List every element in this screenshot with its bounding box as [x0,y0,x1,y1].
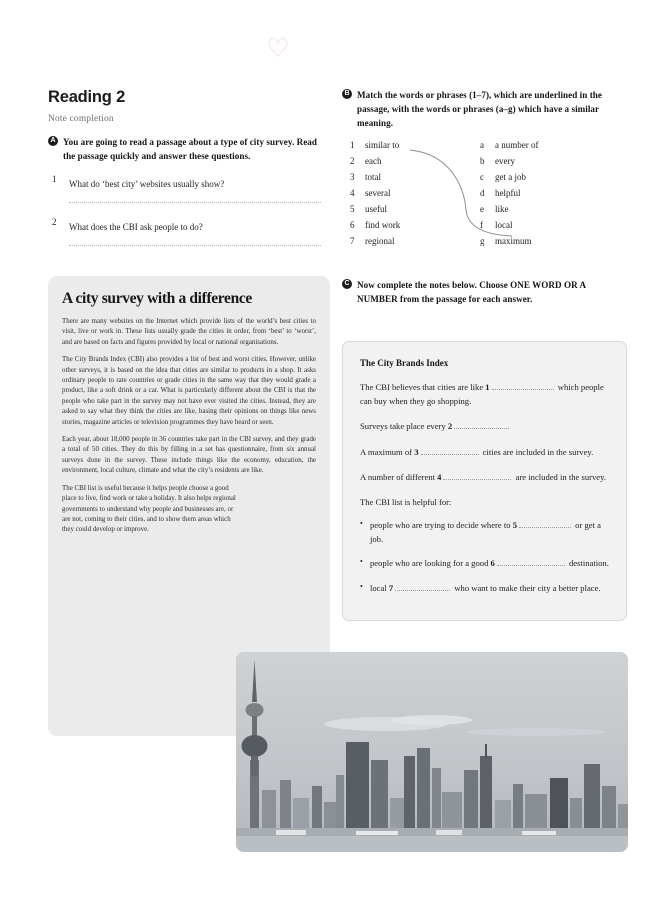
match-left-key: 7 [350,236,355,246]
question-item [48,174,328,192]
match-left-item[interactable] [350,220,470,236]
match-left-item[interactable] [350,140,470,156]
notes-gap-number: 5 [512,520,518,530]
notes-bullet [360,581,609,596]
notes-gap-blank[interactable] [497,556,565,566]
notes-intro: The CBI list is helpful for: [360,496,452,507]
passage-paragraph: The City Brands Index (CBI) also provides a list of best and worst cities. However, unlike other surveys, it is based on the idea that cities are similar to products in a shop. It asks ordinary people to rate countries or grade cities in the same way that they would grade a product, like a soft drink or a car. What is particularly different about the CBI is that the people who take part in the survey may not have ever visited the cities. Instead, they are asked to say what they think the cities are like, basing their opinions on things like news stories, magazine articles or television programmes they have heard or seen. [62,356,316,426]
match-right-key: f [480,220,483,230]
match-right-label: like [495,204,509,214]
exercise-a-rubric: You are going to read a passage about a type of city survey. Read the passage quickly and answer these questions. [63,137,318,161]
exercise-b-badge: B [342,89,352,99]
match-right-label: local [495,220,513,230]
match-right-item[interactable] [480,204,620,220]
match-right-key: b [480,156,485,166]
notes-line-before: Surveys take place every [360,421,446,431]
notes-bullet-before: people who are trying to decide where to [370,520,511,530]
passage-paragraph: There are many websites on the Internet which provide lists of the world’s best cities to visit, live or work in. These lists usually grade the cities in order, from ‘best’ to ‘worst’, and are based on facts and figures provided by local or national organisations. [62,318,316,346]
notes-bullet-list [360,518,609,595]
matching-right-column [480,140,620,252]
question-number: 1 [52,174,57,184]
match-left-label: several [365,188,391,198]
notes-bullet-after: destination. [568,558,609,568]
notes-line [360,380,609,408]
notes-bullet-after: who want to make their city a better place. [454,582,601,593]
match-right-label: maximum [495,236,532,246]
match-right-item[interactable] [480,140,620,156]
match-left-key: 6 [350,220,355,230]
passage-paragraph: The CBI list is useful because it helps people choose a good place to live, find work or take a holiday. It also helps regional governments to understand why people and businesses are, or are not, coming to their cities, and to show them areas which they could develop or improve. [62,484,236,534]
notes-line-before: A maximum of [360,446,413,457]
match-left-label: similar to [365,140,400,150]
notes-gap-number: 2 [447,421,453,431]
exercise-b-rubric: Match the words or phrases (1–7), which are underlined in the passage, with the words or phrases (a–g) which have a similar meaning. [357,90,602,128]
notes-gap-number: 3 [414,446,419,457]
notes-line-before: The CBI believes that cities are like [360,382,484,392]
notes-gap-blank[interactable] [492,380,554,390]
notes-gap-number: 4 [437,472,442,482]
notes-bullet-before: local [370,582,387,593]
city-skyline-photo [236,652,628,852]
notes-gap-number: 1 [485,382,490,392]
match-left-key: 2 [350,156,355,166]
notes-gap-blank[interactable] [395,581,450,591]
match-right-item[interactable] [480,220,620,236]
match-left-label: useful [365,204,387,214]
page-title: Reading 2 [48,88,126,106]
passage-paragraph: Each year, about 18,000 people in 36 countries take part in the CBI survey, and they grade a total of 50 cities. They do this by filling in a set has questionnaire, from six annual surveys done in the survey. These include things like the economy, education, the environment, local culture, climate and what the city’s residents are like. [62,436,316,475]
match-left-label: regional [365,236,395,246]
question-number: 2 [52,217,57,227]
match-right-key: a [480,140,484,150]
question-text: What do ‘best city’ websites usually show? [69,179,225,189]
match-right-label: get a job [495,172,526,182]
match-left-item[interactable] [350,236,470,252]
match-right-label: helpful [495,188,521,198]
question-text: What does the CBI ask people to do? [69,222,203,232]
match-left-label: total [365,172,381,182]
left-column [48,88,328,260]
notes-line-after: cities are included in the survey. [482,446,594,457]
match-left-item[interactable] [350,188,470,204]
match-left-key: 5 [350,204,355,214]
matching-left-column [350,140,470,252]
notes-bullet-before: people who are looking for a good [370,558,489,568]
notes-bullet [360,556,609,571]
question-item [48,217,328,235]
notes-line-before: A number of different [360,472,436,482]
notes-line [360,419,609,434]
notes-line-after: which people can buy when they go shopping. [360,382,604,406]
exercise-a [48,135,328,163]
notes-title: The City Brands Index [360,358,449,368]
match-right-item[interactable] [480,156,620,172]
skyline-illustration [236,652,628,852]
exercise-c-badge: C [342,279,352,289]
notes-gap-number: 7 [388,582,394,593]
match-right-label: every [495,156,515,166]
exercise-a-badge: A [48,136,58,146]
matching-exercise [342,140,627,258]
exercise-a-questions [48,174,328,246]
match-right-label: a number of [495,140,539,150]
page-subtitle: Note completion [48,114,114,124]
match-right-key: d [480,188,485,198]
match-left-item[interactable] [350,156,470,172]
notes-bullet [360,518,609,546]
exercise-b [342,88,627,130]
match-right-item[interactable] [480,172,620,188]
answer-line[interactable] [69,201,321,203]
right-column [342,88,627,315]
exercise-c [342,278,627,306]
match-left-key: 1 [350,140,355,150]
notes-gap-blank[interactable] [421,445,479,455]
notes-panel [342,341,627,621]
match-right-key: c [480,172,484,182]
match-right-key: g [480,236,485,246]
match-right-item[interactable] [480,188,620,204]
notes-gap-number: 6 [490,558,495,568]
notes-line-after: are included in the survey. [515,472,606,482]
exercise-c-rubric: Now complete the notes below. Choose ONE WORD OR A NUMBER from the passage for each answer. [357,280,586,304]
notes-gap-blank[interactable] [443,470,511,480]
notes-line [360,445,609,460]
notes-line [360,470,609,485]
match-left-label: find work [365,220,401,230]
match-left-label: each [365,156,382,166]
notes-gap-blank[interactable] [454,419,509,429]
notes-bullet-after: or get a job. [370,520,601,544]
passage-title: A city survey with a difference [62,290,252,307]
match-left-key: 3 [350,172,355,182]
match-left-item[interactable] [350,204,470,220]
notes-gap-blank[interactable] [519,518,571,528]
match-right-item[interactable] [480,236,620,252]
match-left-item[interactable] [350,172,470,188]
answer-line[interactable] [69,244,321,246]
page-watermark: ♡ [266,34,290,63]
match-right-key: e [480,204,484,214]
match-left-key: 4 [350,188,355,198]
